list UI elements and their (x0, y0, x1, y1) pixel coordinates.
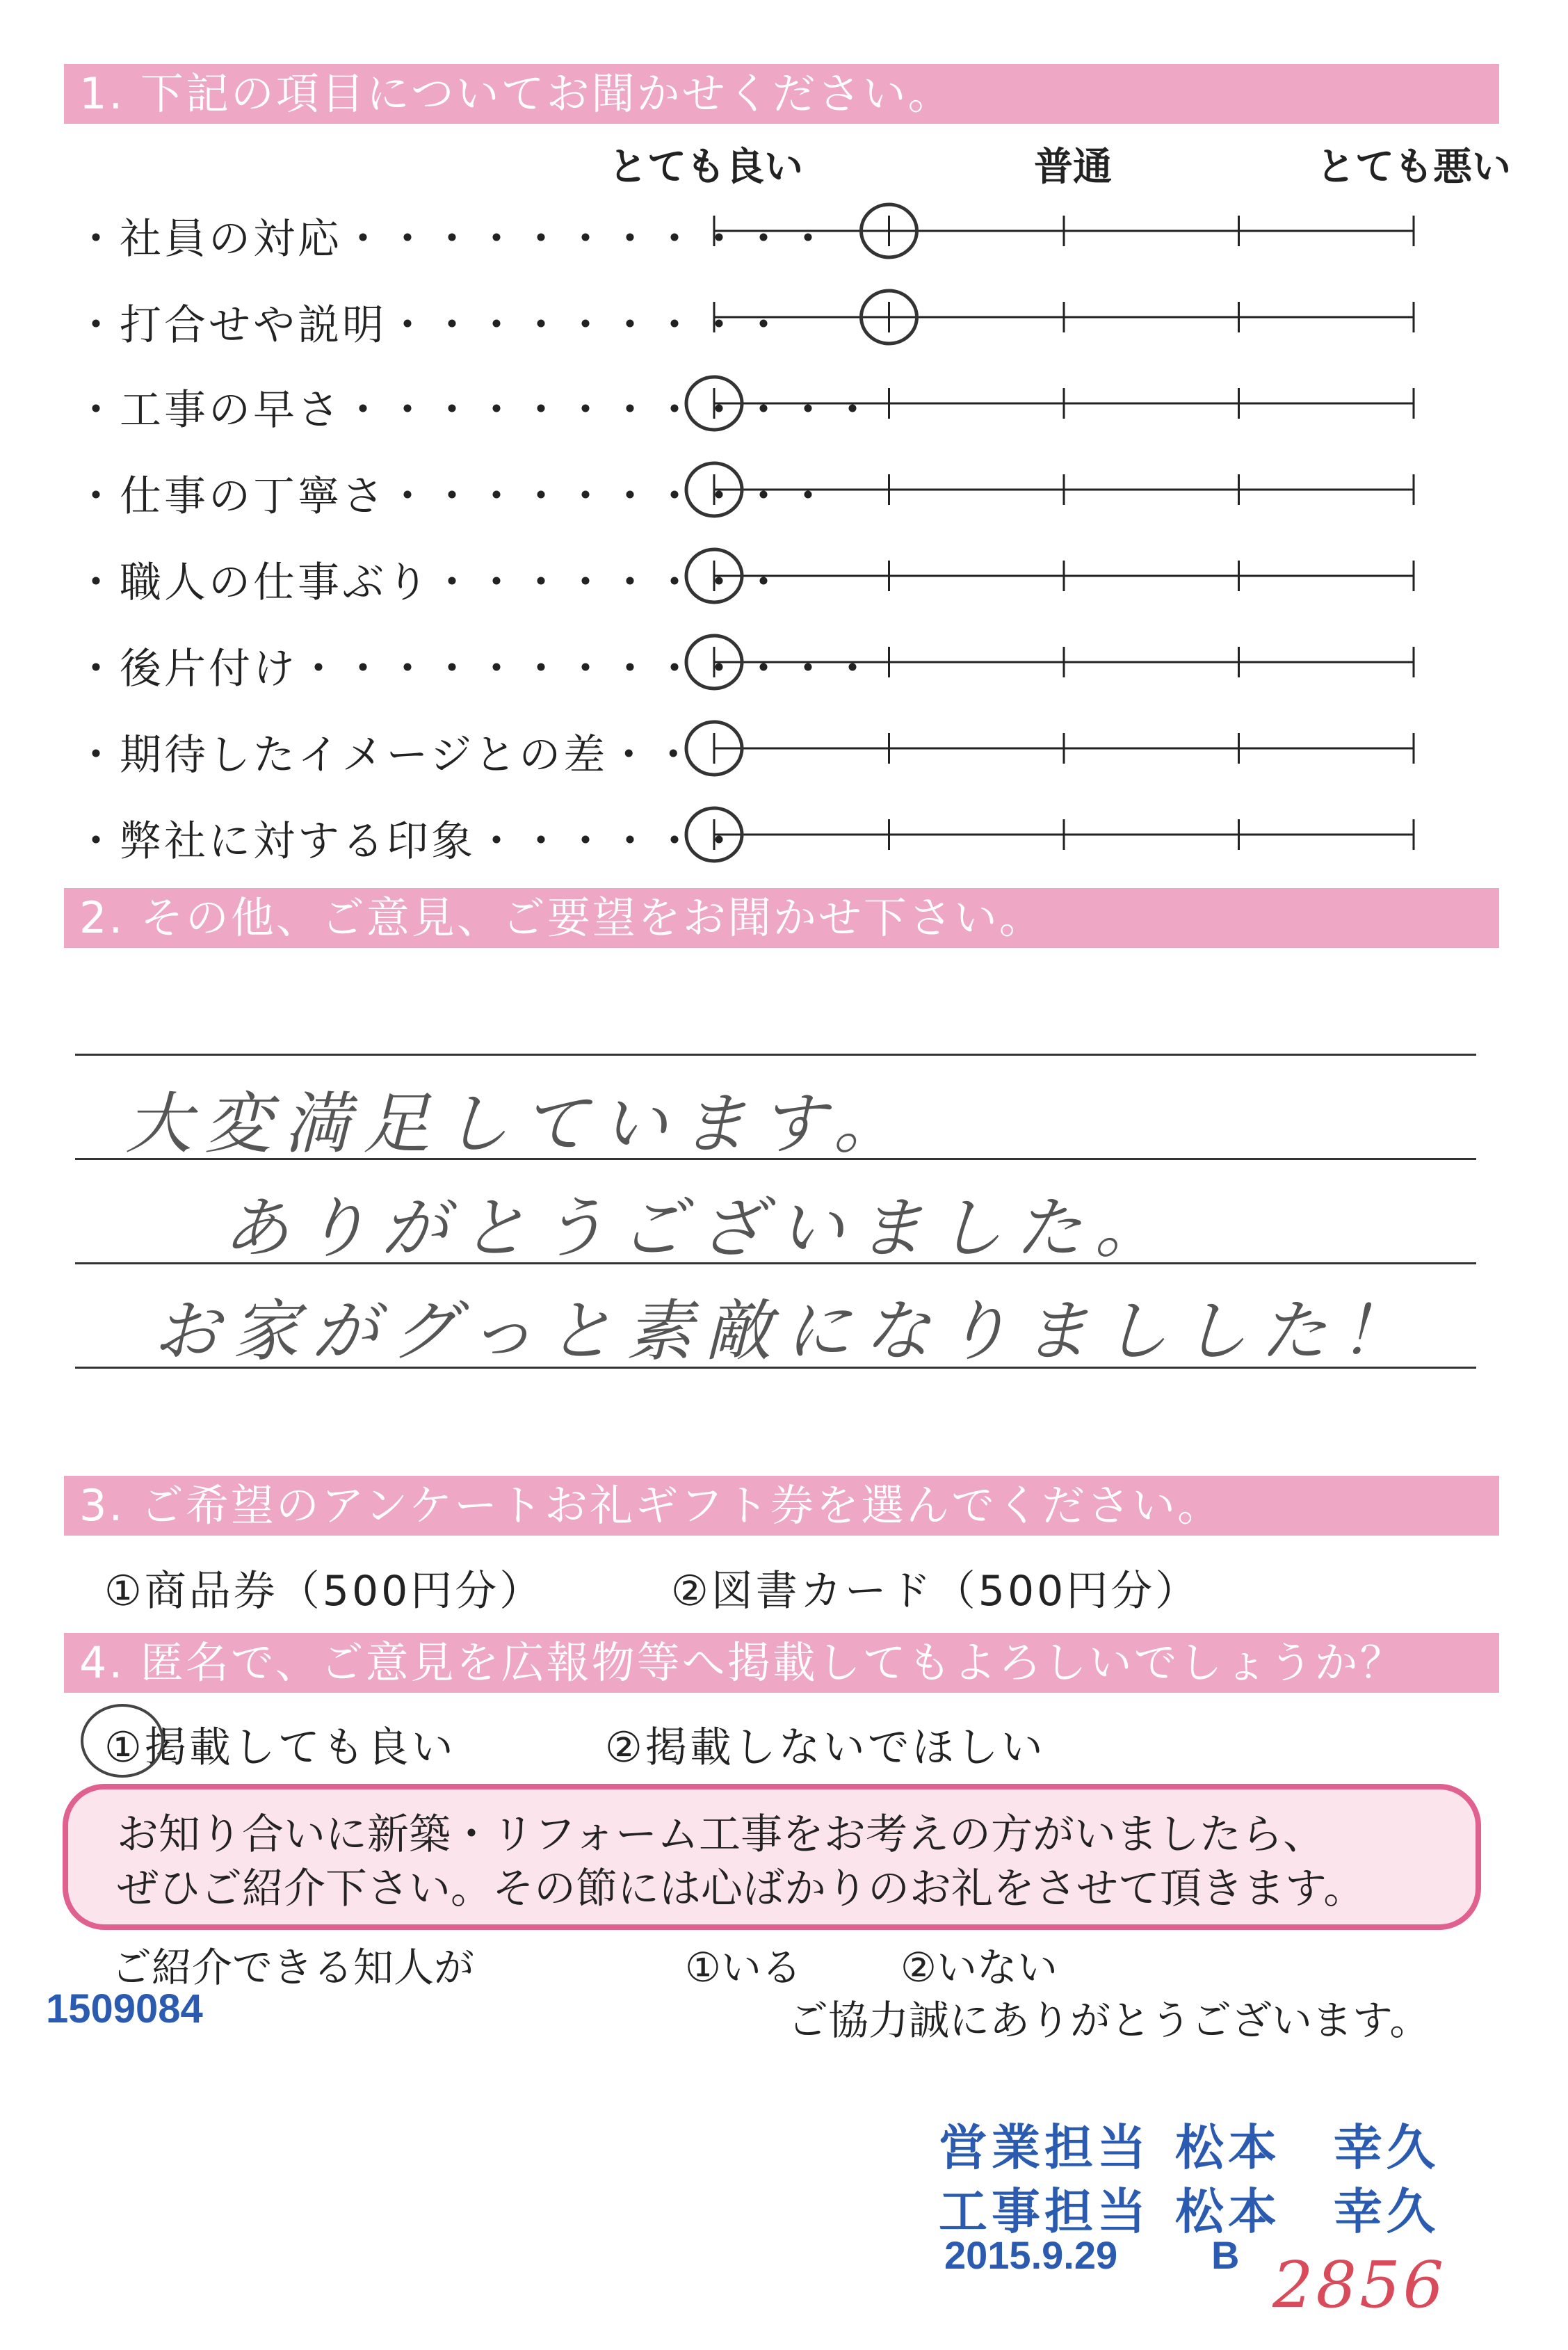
notice-line-1: お知り合いに新築・リフォーム工事をお考えの方がいましたら、 (117, 1810, 1325, 1859)
rating-label-impression: ・弊社に対する印象・・・・・・ (75, 817, 743, 866)
handwritten-comment-line-1: 大変満足しています。 (125, 1085, 913, 1163)
section2-header: 2. その他、ご意見、ご要望をお聞かせ下さい。 (64, 888, 1499, 948)
rating-label-craftsmanship: ・職人の仕事ぶり・・・・・・・・ (75, 558, 787, 607)
sales-staff-label: 営業担当 (939, 2120, 1150, 2175)
referral-notice (63, 1784, 1481, 1930)
rating-label-explanation: ・打合せや説明・・・・・・・・・ (75, 301, 787, 350)
rating-scale-row (686, 722, 1414, 775)
survey-date: 2015.9.29 (944, 2233, 1118, 2277)
gift-option-tosho-card[interactable]: ②図書カード（500円分） (671, 1567, 1200, 1616)
scale-label-worst: とても悪い (1316, 145, 1511, 190)
rating-label-expectation: ・期待したイメージとの差・・ (75, 731, 697, 780)
scale-label-normal: 普通 (1034, 145, 1112, 190)
rating-scale-row (686, 808, 1414, 861)
construction-staff-label: 工事担当 (939, 2184, 1150, 2239)
gift-option-shohinken[interactable]: ①商品券（500円分） (104, 1567, 544, 1616)
thanks-message: ご協力誠にありがとうございます。 (788, 1997, 1430, 2044)
publish-option-no[interactable]: ②掲載しないでほしい (605, 1723, 1046, 1772)
rating-label-cleanup: ・後片付け・・・・・・・・・・・・・ (75, 645, 876, 693)
rating-label-speed: ・工事の早さ・・・・・・・・・・・・ (75, 386, 876, 435)
referral-option-no[interactable]: ②いない (900, 1944, 1058, 1991)
rating-scale-row (714, 291, 1414, 344)
construction-staff-name: 松本 幸久 (1175, 2184, 1439, 2239)
rating-scale-row (686, 463, 1414, 516)
id-number: 1509084 (46, 1986, 203, 2031)
rating-scale-row (686, 377, 1414, 430)
handwritten-comment-line-3: お家がグっと素敵になりましした！ (153, 1292, 1419, 1370)
rating-scales (0, 0, 1568, 904)
rating-scale-row (686, 636, 1414, 689)
grade-letter: B (1211, 2233, 1240, 2277)
rating-label-care: ・仕事の丁寧さ・・・・・・・・・・ (75, 472, 832, 521)
sales-staff-name: 松本 幸久 (1175, 2120, 1439, 2175)
section3-header: 3. ご希望のアンケートお礼ギフト券を選んでください。 (64, 1476, 1499, 1536)
publish-option-yes[interactable]: ①掲載しても良い (104, 1723, 456, 1772)
selection-circle-icon (81, 1704, 164, 1778)
handwritten-comment-line-2: ありがとうございました。 (223, 1189, 1174, 1267)
notice-line-2: ぜひご紹介下さい。その節には心ばかりのお礼をさせて頂きます。 (117, 1865, 1366, 1913)
section4-header: 4. 匿名で、ご意見を広報物等へ掲載してもよろしいでしょうか？ (64, 1633, 1499, 1693)
rating-scale-row (714, 204, 1414, 257)
section1-header: 1. 下記の項目についてお聞かせください。 (64, 64, 1499, 124)
rating-scale-row (686, 549, 1414, 602)
referral-question: ご紹介できる知人が (111, 1944, 475, 1991)
referral-option-yes[interactable]: ①いる (685, 1944, 802, 1991)
handwritten-number: 2856 (1272, 2248, 1447, 2322)
write-line (75, 1054, 1476, 1056)
rating-label-staff: ・社員の対応・・・・・・・・・・・ (75, 215, 832, 264)
scale-label-best: とても良い (608, 145, 803, 190)
